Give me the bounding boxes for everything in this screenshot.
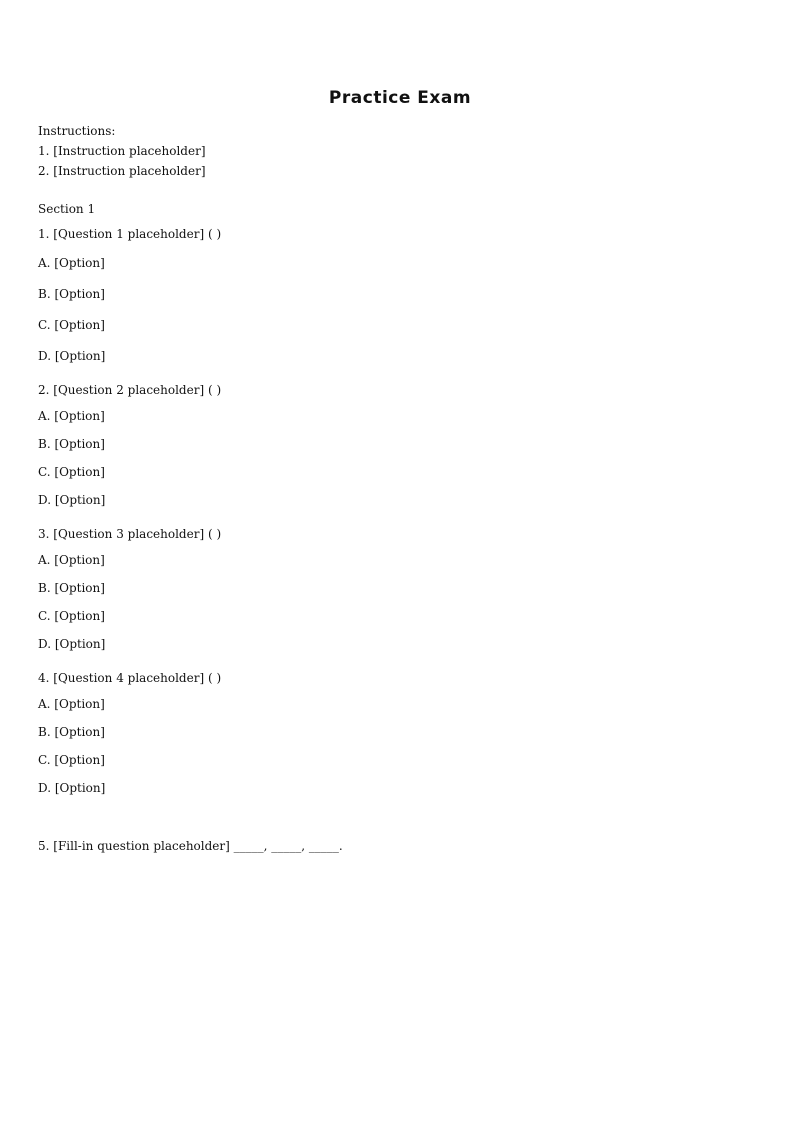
- question-spacer: [38, 806, 762, 812]
- question-stem: 4. [Question 4 placeholder] ( ): [38, 671, 222, 685]
- question-block: [38, 668, 762, 812]
- section-heading: Section 1: [38, 202, 96, 216]
- question-option: B. [Option]: [38, 725, 105, 739]
- question-option: D. [Option]: [38, 637, 106, 651]
- question-option: C. [Option]: [38, 318, 105, 332]
- question-option: C. [Option]: [38, 753, 105, 767]
- question-block: [38, 380, 762, 524]
- notice-item: 1. [Instruction placeholder]: [38, 144, 206, 158]
- question-option: D. [Option]: [38, 349, 106, 363]
- question-option: B. [Option]: [38, 581, 105, 595]
- question-block: [38, 224, 762, 380]
- question-option: B. [Option]: [38, 437, 105, 451]
- question-option: B. [Option]: [38, 287, 105, 301]
- question-stem: 2. [Question 2 placeholder] ( ): [38, 383, 222, 397]
- question-option: A. [Option]: [38, 553, 105, 567]
- question-list: [38, 224, 762, 812]
- question-option: A. [Option]: [38, 697, 105, 711]
- exam-page: [38, 88, 762, 856]
- question-stem: 1. [Question 1 placeholder] ( ): [38, 227, 222, 241]
- question-option: A. [Option]: [38, 256, 105, 270]
- question-option: C. [Option]: [38, 465, 105, 479]
- question-option: A. [Option]: [38, 409, 105, 423]
- notice-label: Instructions:: [38, 124, 116, 138]
- page-title: Practice Exam: [328, 88, 472, 108]
- question-option: C. [Option]: [38, 609, 105, 623]
- question-option: D. [Option]: [38, 781, 106, 795]
- question-stem: 3. [Question 3 placeholder] ( ): [38, 527, 222, 541]
- fill-in-question: 5. [Fill-in question placeholder] _____, _____, _____.: [38, 839, 343, 853]
- notice-item: 2. [Instruction placeholder]: [38, 164, 206, 178]
- question-block: [38, 524, 762, 668]
- question-option: D. [Option]: [38, 493, 106, 507]
